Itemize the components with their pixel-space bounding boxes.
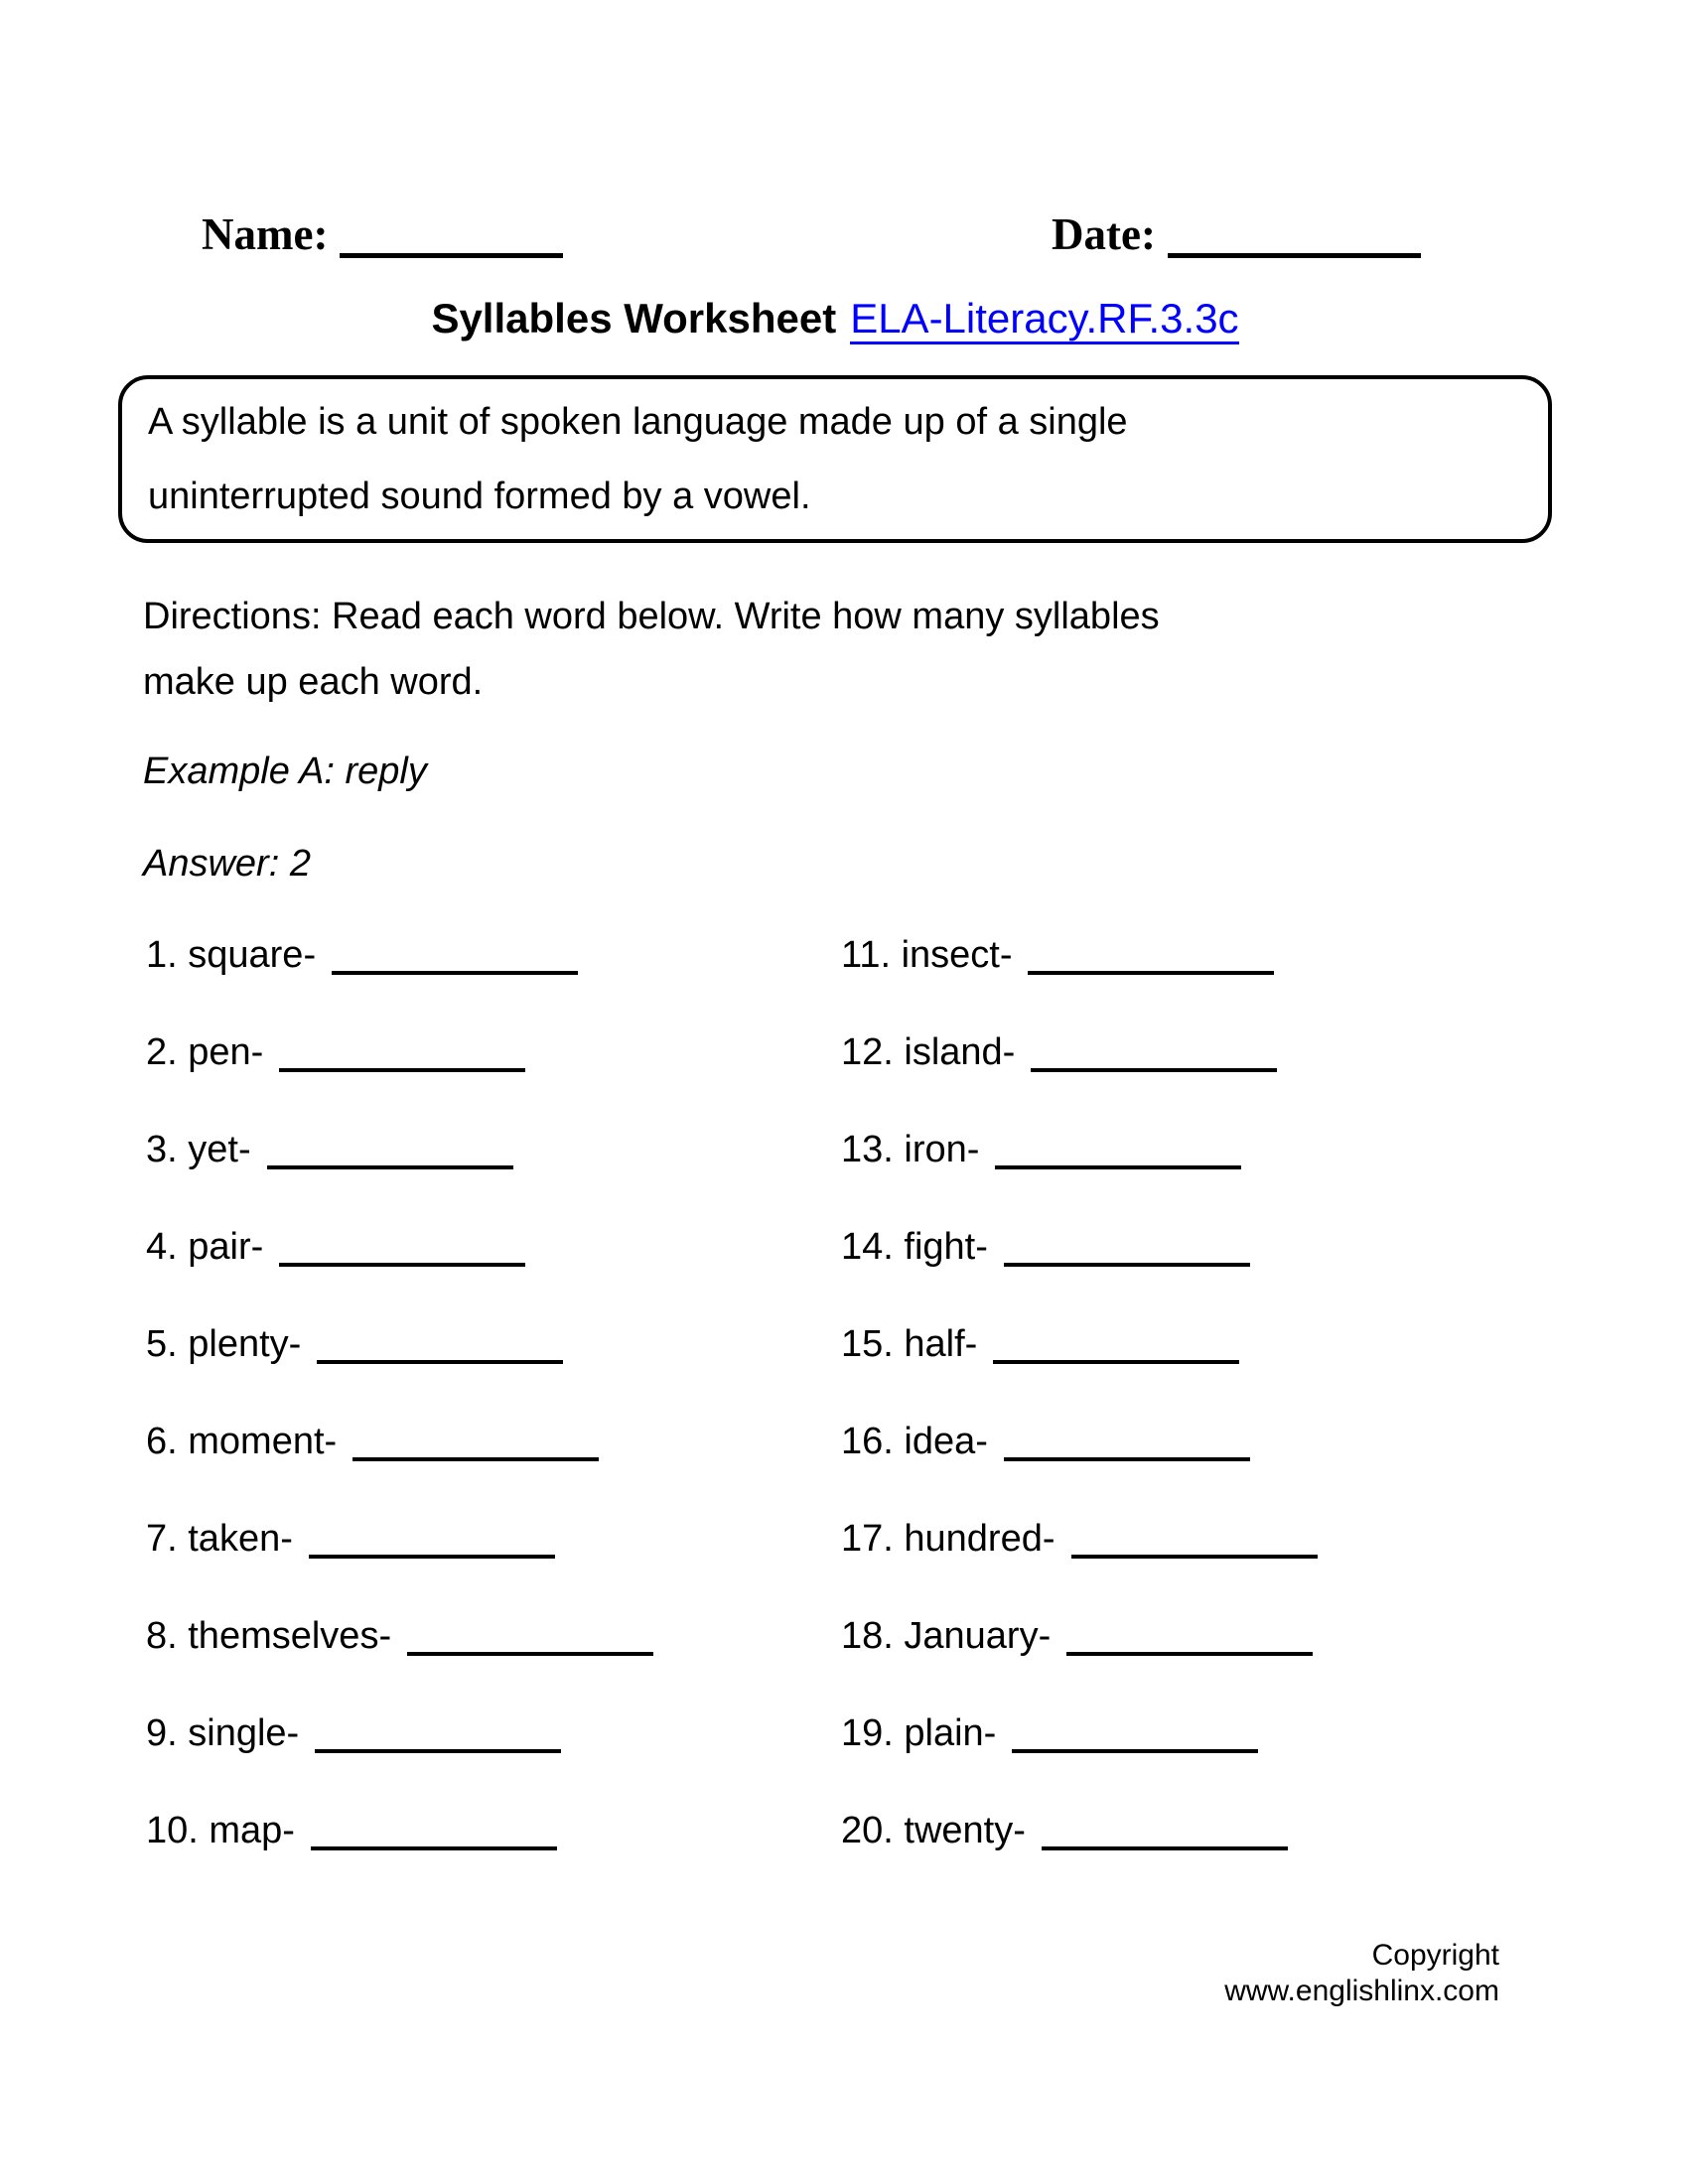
worksheet-item <box>841 1416 1556 1463</box>
item-label: 13. iron- <box>841 1129 980 1170</box>
item-label: 14. fight- <box>841 1226 988 1268</box>
item-label: 5. plenty- <box>146 1323 302 1365</box>
worksheet-item <box>841 1026 1556 1074</box>
item-answer-line[interactable] <box>1004 1253 1250 1267</box>
item-label: 6. moment- <box>146 1421 338 1462</box>
item-answer-line[interactable] <box>995 1156 1241 1169</box>
directions-line-2: make up each word. <box>143 661 484 703</box>
worksheet-item <box>146 1318 841 1366</box>
item-label: 1. square- <box>146 934 317 976</box>
items-grid <box>146 929 1556 1902</box>
item-answer-line[interactable] <box>267 1156 513 1169</box>
item-label: 4. pair- <box>146 1226 264 1268</box>
item-label: 12. island- <box>841 1031 1016 1073</box>
item-label: 10. map- <box>146 1810 295 1851</box>
worksheet-item <box>146 1513 841 1561</box>
definition-line-2: uninterrupted sound formed by a vowel. <box>148 476 811 517</box>
worksheet-item <box>841 929 1556 977</box>
item-answer-line[interactable] <box>279 1058 525 1072</box>
worksheet-item <box>841 1318 1556 1366</box>
item-answer-line[interactable] <box>311 1837 557 1850</box>
standard-link[interactable]: ELA-Literacy.RF.3.3c <box>850 295 1238 344</box>
page-title: Syllables Worksheet <box>431 295 837 341</box>
worksheet-item <box>841 1124 1556 1171</box>
item-label: 19. plain- <box>841 1712 997 1754</box>
worksheet-item <box>146 1610 841 1658</box>
directions <box>143 584 1493 715</box>
example-prompt: Example A: reply <box>143 751 427 792</box>
example-answer: Answer: 2 <box>143 843 311 885</box>
item-answer-line[interactable] <box>1042 1837 1288 1850</box>
worksheet-item <box>146 1026 841 1074</box>
item-label: 3. yet- <box>146 1129 251 1170</box>
worksheet-item <box>146 1707 841 1755</box>
item-label: 20. twenty- <box>841 1810 1026 1851</box>
item-answer-line[interactable] <box>309 1545 555 1559</box>
worksheet-item <box>146 1124 841 1171</box>
item-answer-line[interactable] <box>407 1642 653 1656</box>
item-answer-line[interactable] <box>1031 1058 1277 1072</box>
item-label: 16. idea- <box>841 1421 988 1462</box>
item-answer-line[interactable] <box>1028 961 1274 975</box>
worksheet-item <box>841 1707 1556 1755</box>
item-label: 11. insect- <box>841 934 1013 976</box>
item-answer-line[interactable] <box>993 1350 1239 1364</box>
item-answer-line[interactable] <box>279 1253 525 1267</box>
worksheet-item <box>841 1610 1556 1658</box>
worksheet-item <box>841 1805 1556 1852</box>
item-answer-line[interactable] <box>1071 1545 1318 1559</box>
date-input-line[interactable] <box>1168 241 1421 258</box>
copyright-text: Copyright www.englishlinx.com <box>1224 1939 1499 2007</box>
item-answer-line[interactable] <box>317 1350 563 1364</box>
item-label: 2. pen- <box>146 1031 264 1073</box>
worksheet-item <box>841 1513 1556 1561</box>
title-row <box>118 294 1552 343</box>
name-label: Name: <box>202 209 329 259</box>
item-answer-line[interactable] <box>332 961 578 975</box>
item-answer-line[interactable] <box>352 1447 599 1461</box>
item-label: 7. taken- <box>146 1518 293 1560</box>
item-answer-line[interactable] <box>1066 1642 1313 1656</box>
item-label: 15. half- <box>841 1323 978 1365</box>
worksheet-item <box>146 1805 841 1852</box>
name-field-group <box>202 208 563 260</box>
header-row <box>0 208 1688 268</box>
worksheet-item <box>146 929 841 977</box>
item-answer-line[interactable] <box>315 1739 561 1753</box>
item-label: 8. themselves- <box>146 1615 392 1657</box>
item-label: 17. hundred- <box>841 1518 1055 1560</box>
definition-box <box>118 375 1552 543</box>
item-label: 9. single- <box>146 1712 300 1754</box>
item-answer-line[interactable] <box>1004 1447 1250 1461</box>
directions-line-1: Directions: Read each word below. Write how many syllables <box>143 596 1160 637</box>
date-label: Date: <box>1052 209 1156 259</box>
definition-line-1: A syllable is a unit of spoken language made up of a single <box>148 401 1128 443</box>
worksheet-item <box>146 1221 841 1269</box>
date-field-group <box>1052 208 1421 260</box>
example-block <box>143 750 937 934</box>
name-input-line[interactable] <box>340 241 563 258</box>
worksheet-item <box>146 1416 841 1463</box>
item-answer-line[interactable] <box>1012 1739 1258 1753</box>
worksheet-item <box>841 1221 1556 1269</box>
item-label: 18. January- <box>841 1615 1052 1657</box>
